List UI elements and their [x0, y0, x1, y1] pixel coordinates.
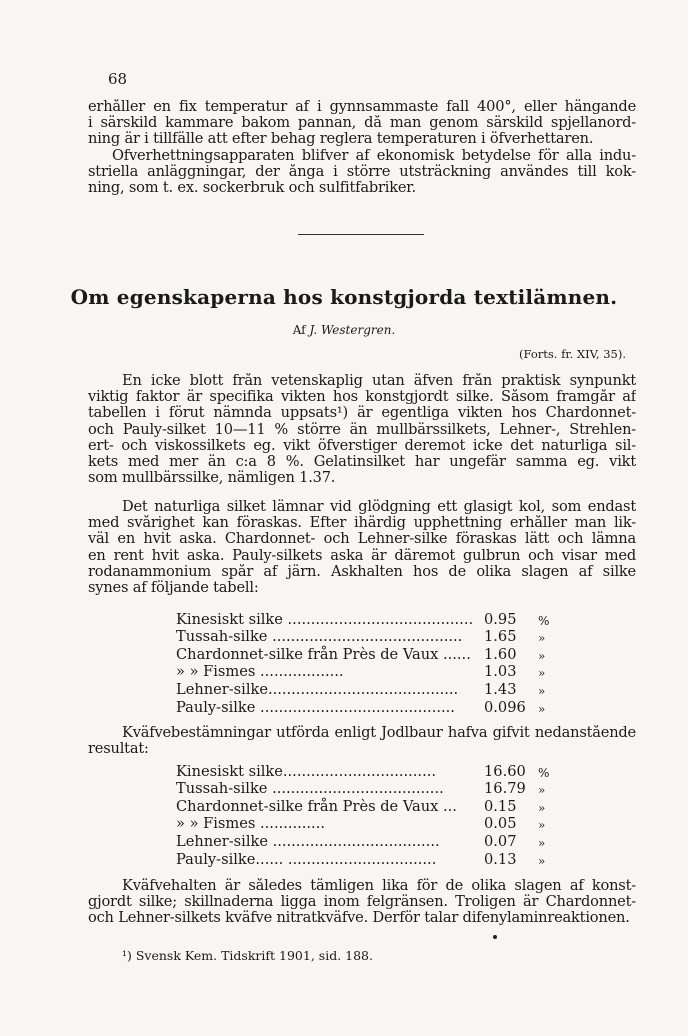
paragraph-ash	[88, 499, 636, 596]
row-name: » » Fismes ..................	[176, 663, 344, 681]
table-row	[176, 698, 562, 716]
table-row	[176, 663, 562, 681]
row-unit: »	[538, 648, 546, 663]
row-unit: %	[538, 613, 550, 628]
table-row	[176, 762, 562, 780]
table-row	[176, 628, 562, 646]
footnote: ¹) Svensk Kem. Tidskrift 1901, sid. 188.	[122, 948, 373, 963]
text-line: En icke blott från vetenskaplig utan äfven från praktisk synpunkt	[122, 373, 636, 389]
row-name: » » Fismes ..............	[176, 815, 325, 833]
intro-paragraph	[88, 99, 636, 196]
row-name: Pauly-silke ..........................................	[176, 698, 455, 716]
row-value: 1.60	[484, 645, 517, 663]
row-value: 16.60	[484, 762, 526, 780]
paragraph-specific-weight	[88, 373, 636, 486]
text-line: ning är i tillfälle att efter behag reglera temperaturen i öfverhettaren.	[88, 131, 594, 148]
text-line: som mullbärssilke, nämligen 1.37.	[88, 470, 336, 487]
continuation-note: (Forts. fr. XIV, 35).	[518, 347, 626, 361]
table-row	[176, 815, 562, 833]
text-line: synes af följande tabell:	[88, 580, 259, 597]
text-line: och Lehner-silkets kväfve nitratkväfve. Derför talar difenylaminreaktionen.	[88, 910, 630, 927]
row-name: Tussah-silke .........................................	[176, 628, 463, 646]
table-row	[176, 850, 562, 868]
text-line: en rent hvit aska. Pauly-silkets aska är däremot gulbrun och visar med	[88, 547, 636, 564]
row-unit: »	[538, 800, 546, 815]
text-line: ert- och viskossilkets eg. vikt öfverstiger deremot icke det naturliga sil-	[88, 437, 636, 454]
row-unit: »	[538, 818, 546, 833]
row-unit: »	[538, 835, 546, 850]
row-name: Chardonnet-silke från Près de Vaux ...	[176, 797, 457, 815]
text-line: Det naturliga silket lämnar vid glödgning ett glasigt kol, som endast	[122, 499, 636, 515]
table-row	[176, 610, 562, 628]
author-prefix: Af	[292, 323, 306, 337]
row-value: 1.03	[484, 663, 517, 681]
row-name: Chardonnet-silke från Près de Vaux ......	[176, 645, 471, 663]
row-value: 1.65	[484, 628, 517, 646]
row-name: Kinesiskt silke ........................................	[176, 610, 474, 628]
row-unit: »	[538, 853, 546, 868]
page-number: 68	[108, 70, 128, 88]
row-unit: »	[538, 683, 546, 698]
row-unit: »	[538, 631, 546, 646]
text-line: Öfverhettningsapparaten blifver af ekonomisk betydelse för alla indu-	[112, 147, 636, 164]
text-line: viktig faktor är specifika vikten hos konstgjordt silke. Såsom framgår af	[88, 389, 636, 406]
row-value: 16.79	[484, 780, 526, 798]
row-name: Tussah-silke .....................................	[176, 780, 444, 798]
paragraph-nitrogen	[88, 725, 636, 757]
row-name: Lehner-silke ....................................	[176, 832, 440, 850]
text-line: Kväfvehalten är således tämligen lika för de olika slagen af konst-	[122, 878, 636, 894]
text-line: i särskild kammare bakom pannan, då man genom särskild spjellanord-	[88, 115, 636, 132]
table-row	[176, 797, 562, 815]
text-line: erhåller en fix temperatur af i gynnsammaste fall 400°, eller hängande	[88, 99, 636, 115]
ink-dot	[493, 935, 497, 939]
text-line: med svårighet kan föraskas. Efter ihärdig upphettning erhåller man lik-	[88, 515, 636, 532]
section-divider	[298, 234, 424, 235]
row-unit: »	[538, 783, 546, 798]
table-row	[176, 645, 562, 663]
row-unit: %	[538, 765, 550, 780]
author-line	[0, 323, 688, 337]
row-unit: »	[538, 701, 546, 716]
text-line: och Pauly-silket 10—11 % större än mullbärssilkets, Lehner-, Strehlen-	[88, 421, 636, 438]
text-line: striella anläggningar, der ånga i större utsträckning användes till kok-	[88, 163, 636, 180]
row-name: Pauly-silke...... ................................	[176, 850, 437, 868]
text-line: ning, som t. ex. sockerbruk och sulfitfabriker.	[88, 180, 416, 197]
article-title: Om egenskaperna hos konstgjorda textilämnen.	[70, 285, 618, 309]
row-value: 0.15	[484, 797, 517, 815]
row-value: 0.13	[484, 850, 517, 868]
paragraph-conclusion	[88, 878, 636, 927]
row-name: Lehner-silke.........................................	[176, 680, 459, 698]
table-row	[176, 780, 562, 798]
text-line: tabellen i förut nämnda uppsats¹) är egentliga vikten hos Chardonnet-	[88, 405, 636, 422]
row-value: 0.07	[484, 832, 517, 850]
row-value: 0.95	[484, 610, 517, 628]
text-line: rodanammonium spår af järn. Askhalten hos de olika slagen af silke	[88, 563, 636, 580]
text-line: resultat:	[88, 741, 149, 758]
row-unit: »	[538, 666, 546, 681]
nitrogen-table	[176, 762, 562, 868]
text-line: kets med mer än c:a 8 %. Gelatinsilket har ungefär samma eg. vikt	[88, 454, 636, 471]
row-value: 0.096	[484, 698, 526, 716]
author-name: J. Westergren.	[309, 323, 396, 337]
ash-table	[176, 610, 562, 716]
table-row	[176, 832, 562, 850]
row-name: Kinesiskt silke.................................	[176, 762, 436, 780]
text-line: gjordt silke; skillnaderna ligga inom felgränsen. Troligen är Chardonnet-	[88, 894, 636, 911]
row-value: 1.43	[484, 680, 517, 698]
table-row	[176, 680, 562, 698]
text-line: Kväfvebestämningar utförda enligt Jodlbaur hafva gifvit nedanstående	[122, 725, 636, 741]
text-line: väl en hvit aska. Chardonnet- och Lehner-silke föraskas lätt och lämna	[88, 531, 636, 548]
row-value: 0.05	[484, 815, 517, 833]
